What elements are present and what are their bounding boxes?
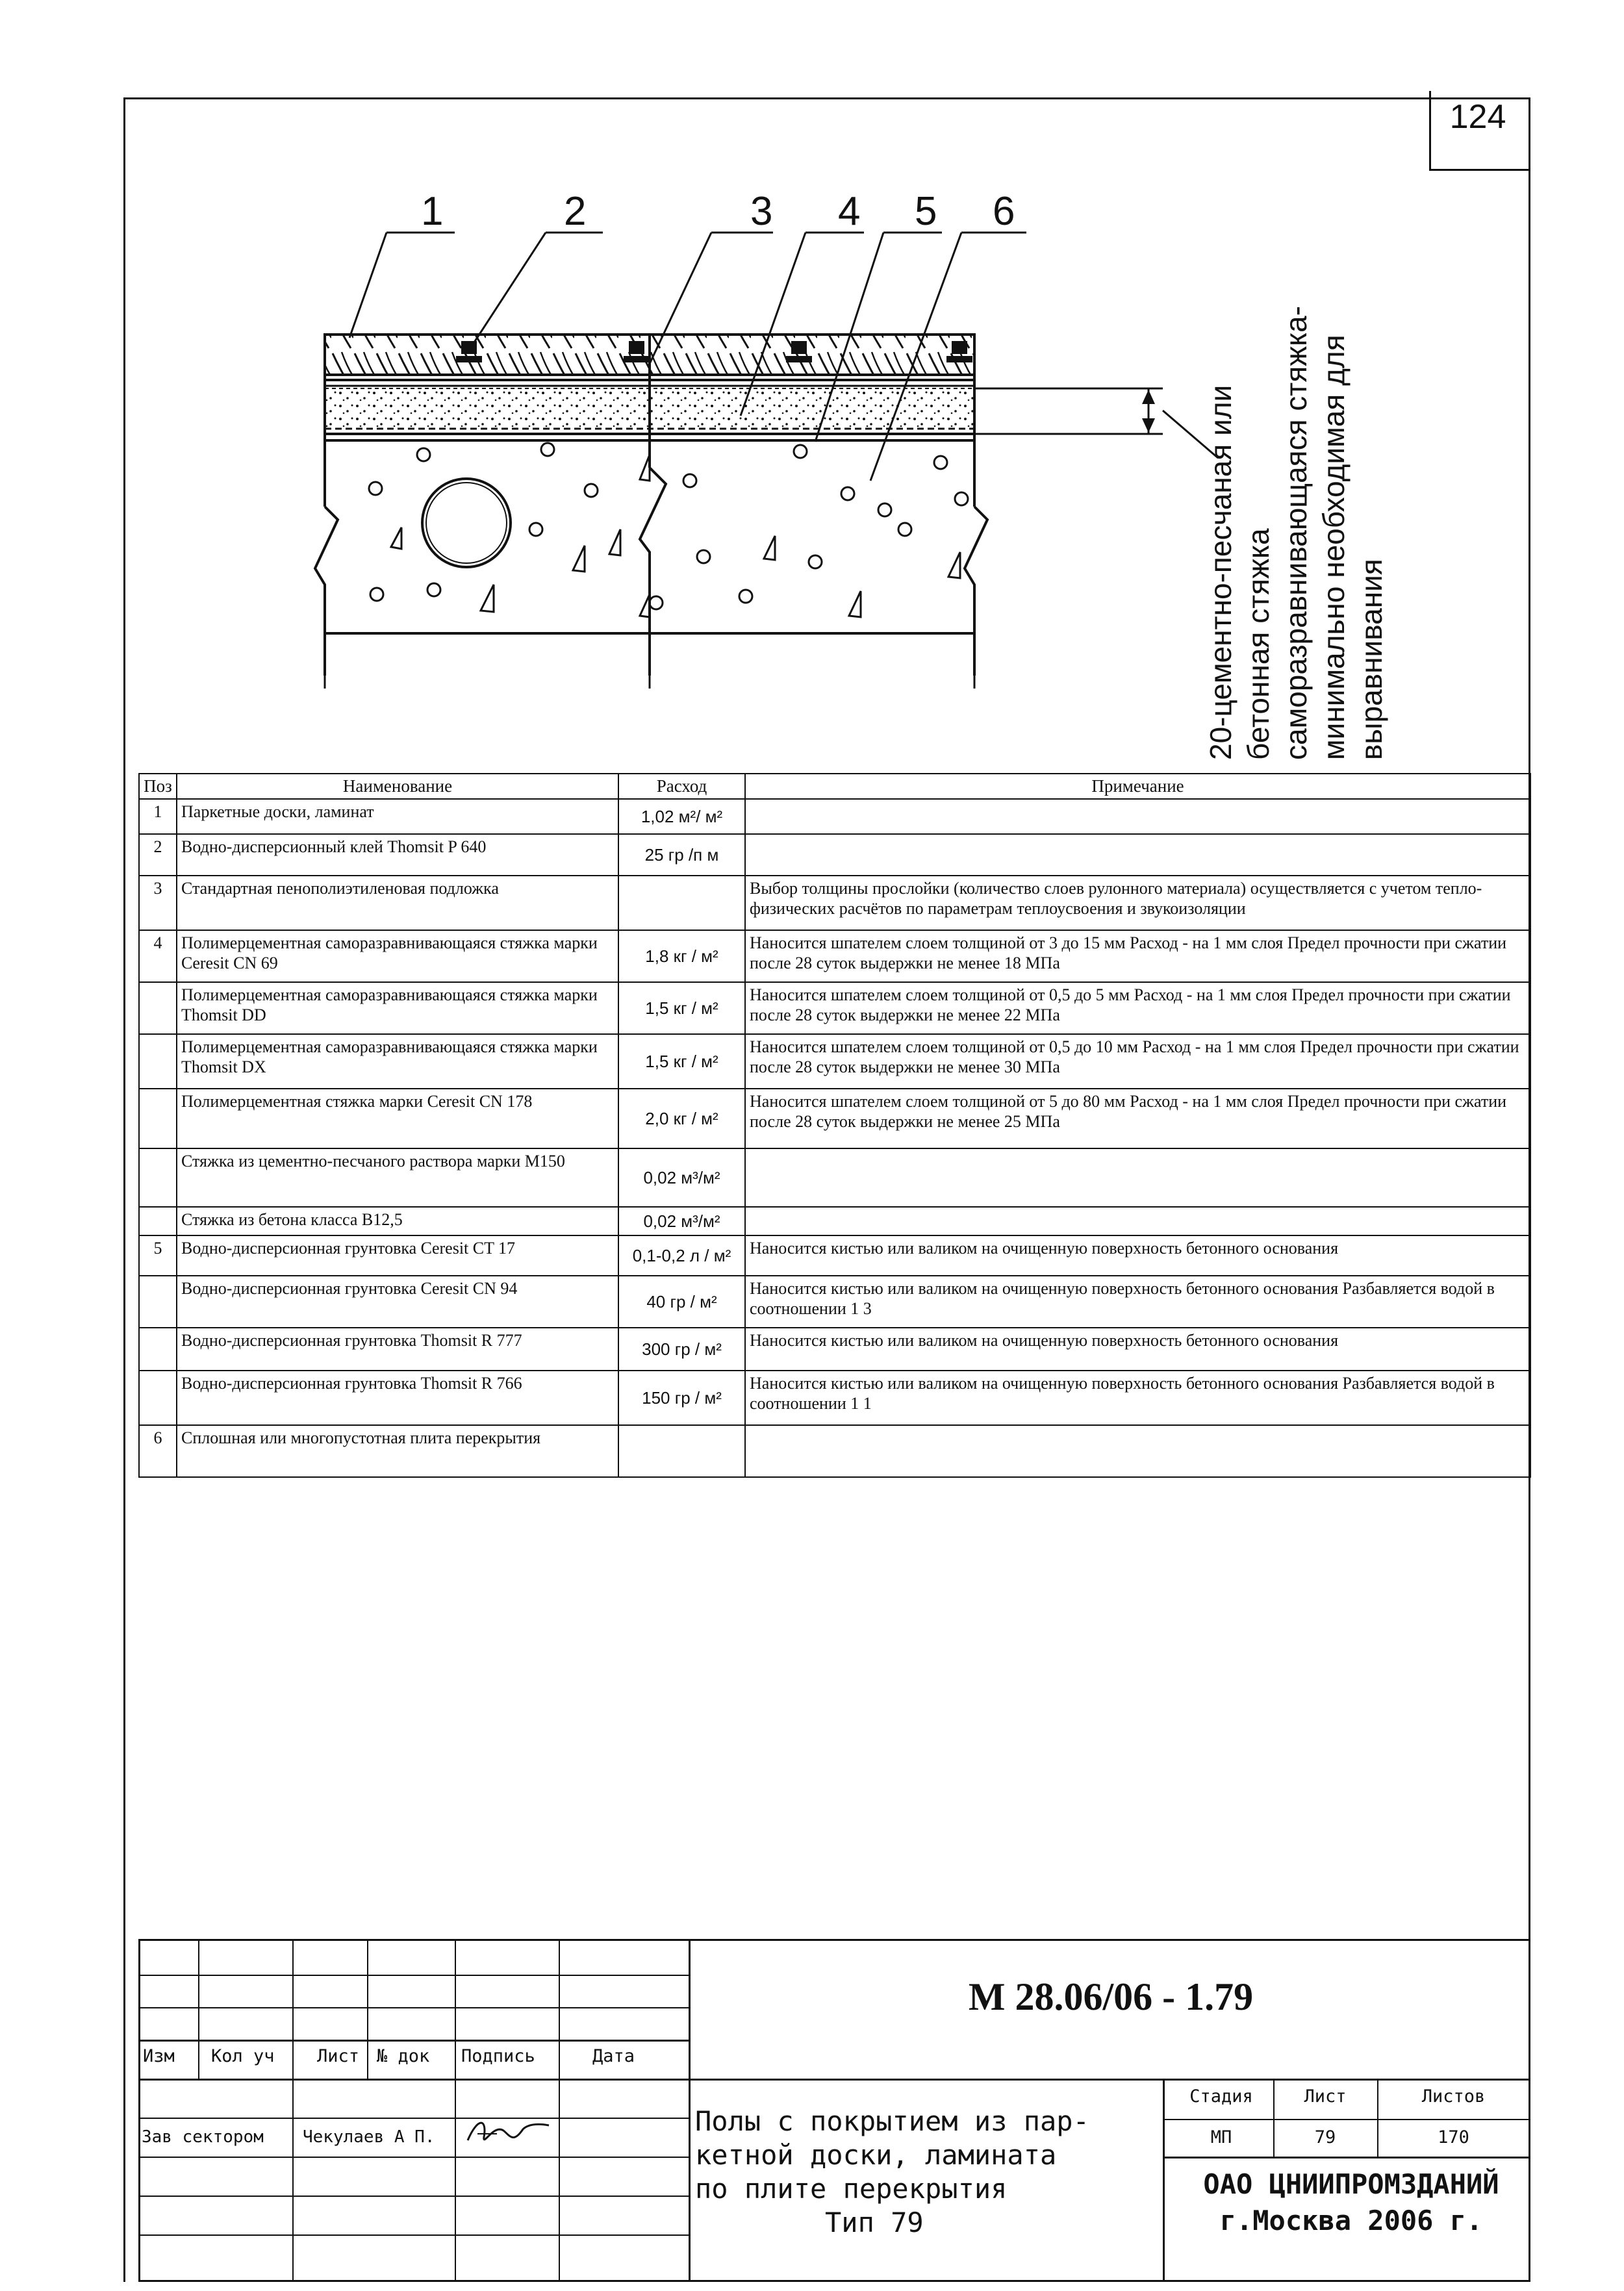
cell-pos — [139, 1207, 177, 1235]
grid-line — [138, 2079, 1530, 2081]
sheet-title — [695, 2105, 1163, 2240]
cell-rate: 300 гр / м² — [618, 1328, 745, 1371]
cell-note: Наносится кистью или валиком на очищенную поверхность бетонного основания — [745, 1328, 1530, 1371]
cell-pos: 6 — [139, 1425, 177, 1477]
grid-line — [455, 1939, 456, 2282]
cell-note: Наносится кистью или валиком на очищенную поверхность бетонного основания Разбавляется водой в соотношении 1 3 — [745, 1276, 1530, 1328]
cell-rate: 0,1-0,2 л / м² — [618, 1235, 745, 1276]
col-list: Лист — [317, 2046, 360, 2066]
cell-rate: 0,02 м³/м² — [618, 1207, 745, 1235]
cell-name: Водно-дисперсионный клей Thomsit P 640 — [177, 834, 618, 876]
cell-pos: 3 — [139, 876, 177, 930]
table-header-row — [139, 774, 1530, 799]
stage-label: Стадия — [1189, 2086, 1253, 2107]
cell-pos — [139, 1371, 177, 1425]
cell-name: Стяжка из бетона класса В12,5 — [177, 1207, 618, 1235]
sheet-title-line: Полы с покрытием из пар- — [695, 2105, 1089, 2137]
cell-pos: 5 — [139, 1235, 177, 1276]
cell-note: Наносится кистью или валиком на очищенную поверхность бетонного основания Разбавляется водой в соотношении 1 1 — [745, 1371, 1530, 1425]
cell-rate: 2,0 кг / м² — [618, 1089, 745, 1148]
role-label: Зав сектором — [142, 2127, 264, 2147]
cell-pos: 1 — [139, 799, 177, 834]
cell-name: Водно-дисперсионная грунтовка Thomsit R 777 — [177, 1328, 618, 1371]
sheet-title-line: по плите перекрытия — [695, 2173, 1008, 2205]
table-row — [139, 1276, 1530, 1328]
grid-line — [138, 2196, 689, 2197]
callout-5: 5 — [915, 189, 937, 234]
table-row — [139, 1235, 1530, 1276]
side-note-line: минимально необходимая для — [1317, 335, 1351, 760]
grid-line — [138, 2040, 689, 2042]
table-row — [139, 1207, 1530, 1235]
grid-line — [292, 1939, 294, 2282]
layer-thickness-note — [1202, 175, 1390, 760]
grid-line — [559, 1939, 560, 2282]
cell-rate — [618, 1425, 745, 1477]
cell-pos: 2 — [139, 834, 177, 876]
cell-name: Полимерцементная саморазравнивающаяся стяжка марки Thomsit DD — [177, 982, 618, 1034]
cell-name: Полимерцементная саморазравнивающаяся стяжка марки Ceresit CN 69 — [177, 930, 618, 982]
cell-name: Паркетные доски, ламинат — [177, 799, 618, 834]
header-note: Примечание — [745, 774, 1530, 799]
cell-note: Наносится кистью или валиком на очищенную поверхность бетонного основания — [745, 1235, 1530, 1276]
cell-rate: 0,02 м³/м² — [618, 1148, 745, 1207]
header-pos: Поз — [139, 774, 177, 799]
cell-name: Полимерцементная стяжка марки Ceresit CN 178 — [177, 1089, 618, 1148]
cell-name: Стяжка из цементно-песчаного раствора марки М150 — [177, 1148, 618, 1207]
table-row — [139, 1089, 1530, 1148]
cell-name: Сплошная или многопустотная плита перекрытия — [177, 1425, 618, 1477]
cell-note: Наносится шпателем слоем толщиной от 0,5 до 10 мм Расход - на 1 мм слоя Предел прочности при сжатии после 28 суток выдержки не менее 30 МПа — [745, 1034, 1530, 1089]
title-block-border — [138, 2280, 1530, 2282]
table-row — [139, 982, 1530, 1034]
side-note-line: саморазравнивающаяся стяжка- — [1279, 305, 1313, 760]
grid-line — [367, 1939, 368, 2079]
col-kol-uch: Кол уч — [211, 2046, 275, 2066]
grid-line — [138, 2007, 689, 2008]
cell-name: Водно-дисперсионная грунтовка Thomsit R 766 — [177, 1371, 618, 1425]
cell-rate: 1,5 кг / м² — [618, 982, 745, 1034]
grid-line — [138, 2118, 689, 2119]
person-name: Чекулаев А П. — [303, 2127, 435, 2147]
sheets-value: 170 — [1438, 2127, 1469, 2147]
callout-3: 3 — [750, 189, 773, 234]
cell-note — [745, 834, 1530, 876]
cell-name: Полимерцементная саморазравнивающаяся стяжка марки Thomsit DX — [177, 1034, 618, 1089]
cell-pos — [139, 1276, 177, 1328]
grid-line — [1273, 2079, 1275, 2157]
table-row — [139, 1034, 1530, 1089]
title-block-border — [138, 1939, 1530, 1941]
organization-name: ОАО ЦНИИПРОМЗДАНИЙ — [1203, 2168, 1499, 2200]
col-ndok: № док — [377, 2046, 430, 2066]
cell-name: Стандартная пенополиэтиленовая подложка — [177, 876, 618, 930]
sheets-label: Листов — [1421, 2086, 1486, 2107]
materials-spec-table — [138, 773, 1531, 1478]
cell-pos: 4 — [139, 930, 177, 982]
cell-rate: 25 гр /п м — [618, 834, 745, 876]
sheet-title-line: Тип 79 — [825, 2207, 924, 2238]
col-data: Дата — [592, 2046, 635, 2066]
cell-rate — [618, 876, 745, 930]
cell-pos — [139, 1089, 177, 1148]
col-podpis: Подпись — [461, 2046, 535, 2066]
cell-pos — [139, 1328, 177, 1371]
stage-value: МП — [1210, 2127, 1232, 2147]
col-izm: Изм — [143, 2046, 175, 2066]
cell-rate: 1,8 кг / м² — [618, 930, 745, 982]
grid-line — [1163, 2079, 1165, 2282]
sheet-title-line: кетной доски, ламината — [695, 2139, 1057, 2171]
grid-line — [138, 2157, 689, 2158]
grid-line — [138, 1975, 689, 1976]
callout-6: 6 — [993, 189, 1015, 234]
side-note-line: выравнивания — [1354, 559, 1388, 760]
cell-note: Наносится шпателем слоем толщиной от 3 до 15 мм Расход - на 1 мм слоя Предел прочности при сжатии после 28 суток выдержки не менее 18 МПа — [745, 930, 1530, 982]
side-note-line: 20-цементно-песчаная или — [1204, 385, 1237, 760]
organization — [1169, 2166, 1533, 2239]
grid-line — [138, 2234, 689, 2236]
cell-pos — [139, 1034, 177, 1089]
table-row — [139, 1148, 1530, 1207]
cell-note: Наносится шпателем слоем толщиной от 5 до 80 мм Расход - на 1 мм слоя Предел прочности при сжатии после 28 суток выдержки не менее 25 МПа — [745, 1089, 1530, 1148]
title-block-border — [138, 1939, 140, 2282]
table-row — [139, 1425, 1530, 1477]
cell-note — [745, 799, 1530, 834]
table-row — [139, 1328, 1530, 1371]
callout-4: 4 — [838, 189, 861, 234]
cell-name: Водно-дисперсионная грунтовка Ceresit CT 17 — [177, 1235, 618, 1276]
grid-line — [1163, 2157, 1530, 2158]
header-name: Наименование — [177, 774, 618, 799]
grid-line — [1377, 2079, 1378, 2157]
document-code: М 28.06/06 - 1.79 — [968, 1975, 1254, 2018]
cell-pos — [139, 982, 177, 1034]
cell-note — [745, 1148, 1530, 1207]
callout-1: 1 — [421, 189, 444, 234]
cell-pos — [139, 1148, 177, 1207]
callout-2: 2 — [564, 189, 587, 234]
cell-note: Выбор толщины прослойки (количество слоев рулонного материала) осуществляется с учетом тепло-физических расчётов по параметрам теплоусвоения и звукоизоляции — [745, 876, 1530, 930]
grid-line — [198, 1939, 199, 2079]
side-note-line: бетонная стяжка — [1241, 528, 1275, 760]
table-row — [139, 876, 1530, 930]
cell-name: Водно-дисперсионная грунтовка Ceresit CN 94 — [177, 1276, 618, 1328]
table-row — [139, 1371, 1530, 1425]
page-number: 124 — [1449, 98, 1506, 136]
cell-note — [745, 1207, 1530, 1235]
table-row — [139, 930, 1530, 982]
header-rate: Расход — [618, 774, 745, 799]
organization-city-year: г.Москва 2006 г. — [1219, 2205, 1483, 2236]
sheet-value: 79 — [1314, 2127, 1336, 2147]
table-row — [139, 799, 1530, 834]
sheet-label: Лист — [1304, 2086, 1347, 2107]
table-row — [139, 834, 1530, 876]
cell-note: Наносится шпателем слоем толщиной от 0,5 до 5 мм Расход - на 1 мм слоя Предел прочности при сжатии после 28 суток выдержки не менее 22 МПа — [745, 982, 1530, 1034]
cell-rate: 40 гр / м² — [618, 1276, 745, 1328]
cell-note — [745, 1425, 1530, 1477]
grid-line — [1163, 2119, 1530, 2120]
cell-rate: 1,5 кг / м² — [618, 1034, 745, 1089]
cell-rate: 150 гр / м² — [618, 1371, 745, 1425]
signature — [458, 2111, 555, 2153]
cell-rate: 1,02 м²/ м² — [618, 799, 745, 834]
